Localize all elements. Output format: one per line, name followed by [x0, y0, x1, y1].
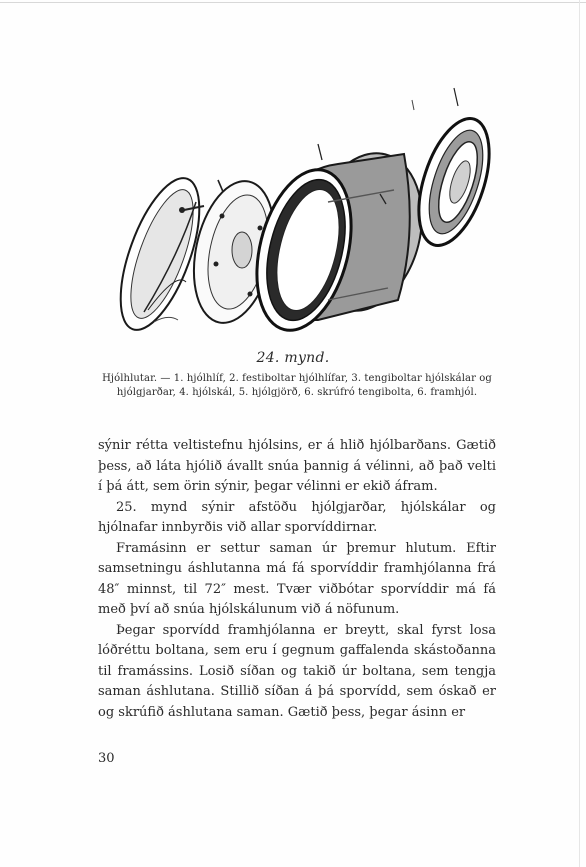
- paragraph: Framásinn er settur saman úr þremur hlutum. Eftir samsetningu áshlutanna má fá sporvíddir framhjólanna frá 48″ minnst, til 72″ mest. Tvær viðbótar sporvíddir má fá með því að snúa hjólskálunum við á nöfunum.: [98, 540, 496, 617]
- wheel-parts-illustration: [118, 82, 498, 344]
- figure-caption: Hjólhlutar. — 1. hjólhlíf, 2. festiboltar hjólhlífar, 3. tengiboltar hjólskálar og hjólgjarðar, 4. hjólskál, 5. hjólgjörð, 6. skrúfró tengibolta, 6. framhjól.: [102, 373, 492, 398]
- paragraph: 25. mynd sýnir afstöðu hjólgjarðar, hjólskálar og hjólnafar innbyrðis við allar sporvíddirnar.: [98, 499, 496, 535]
- paragraph: sýnir rétta veltistefnu hjólsins, er á hlið hjólbarðans. Gætið þess, að láta hjólið ávallt snúa þannig á vélinni, að það velti í þá átt, sem örin sýnir, þegar vélinni er ekið áfram.: [98, 438, 496, 494]
- body-text: [98, 436, 496, 723]
- page-number: 30: [98, 751, 115, 766]
- page-edge-top: [0, 2, 586, 3]
- figure-title: 24. mynd.: [256, 350, 330, 366]
- paragraph: Þegar sporvídd framhjólanna er breytt, skal fyrst losa lóðréttu boltana, sem eru í gegnum gaffalenda skástoðanna til framássins. Losið síðan og takið úr boltana, sem tengja saman áshlutana. Stillið síðan á þá sporvídd, sem óskað er og skrúfið áshlutana saman. Gætið þess, þegar ásinn er: [98, 622, 496, 720]
- page-edge-right: [579, 0, 580, 867]
- wheel-rim-drawing: [241, 141, 437, 340]
